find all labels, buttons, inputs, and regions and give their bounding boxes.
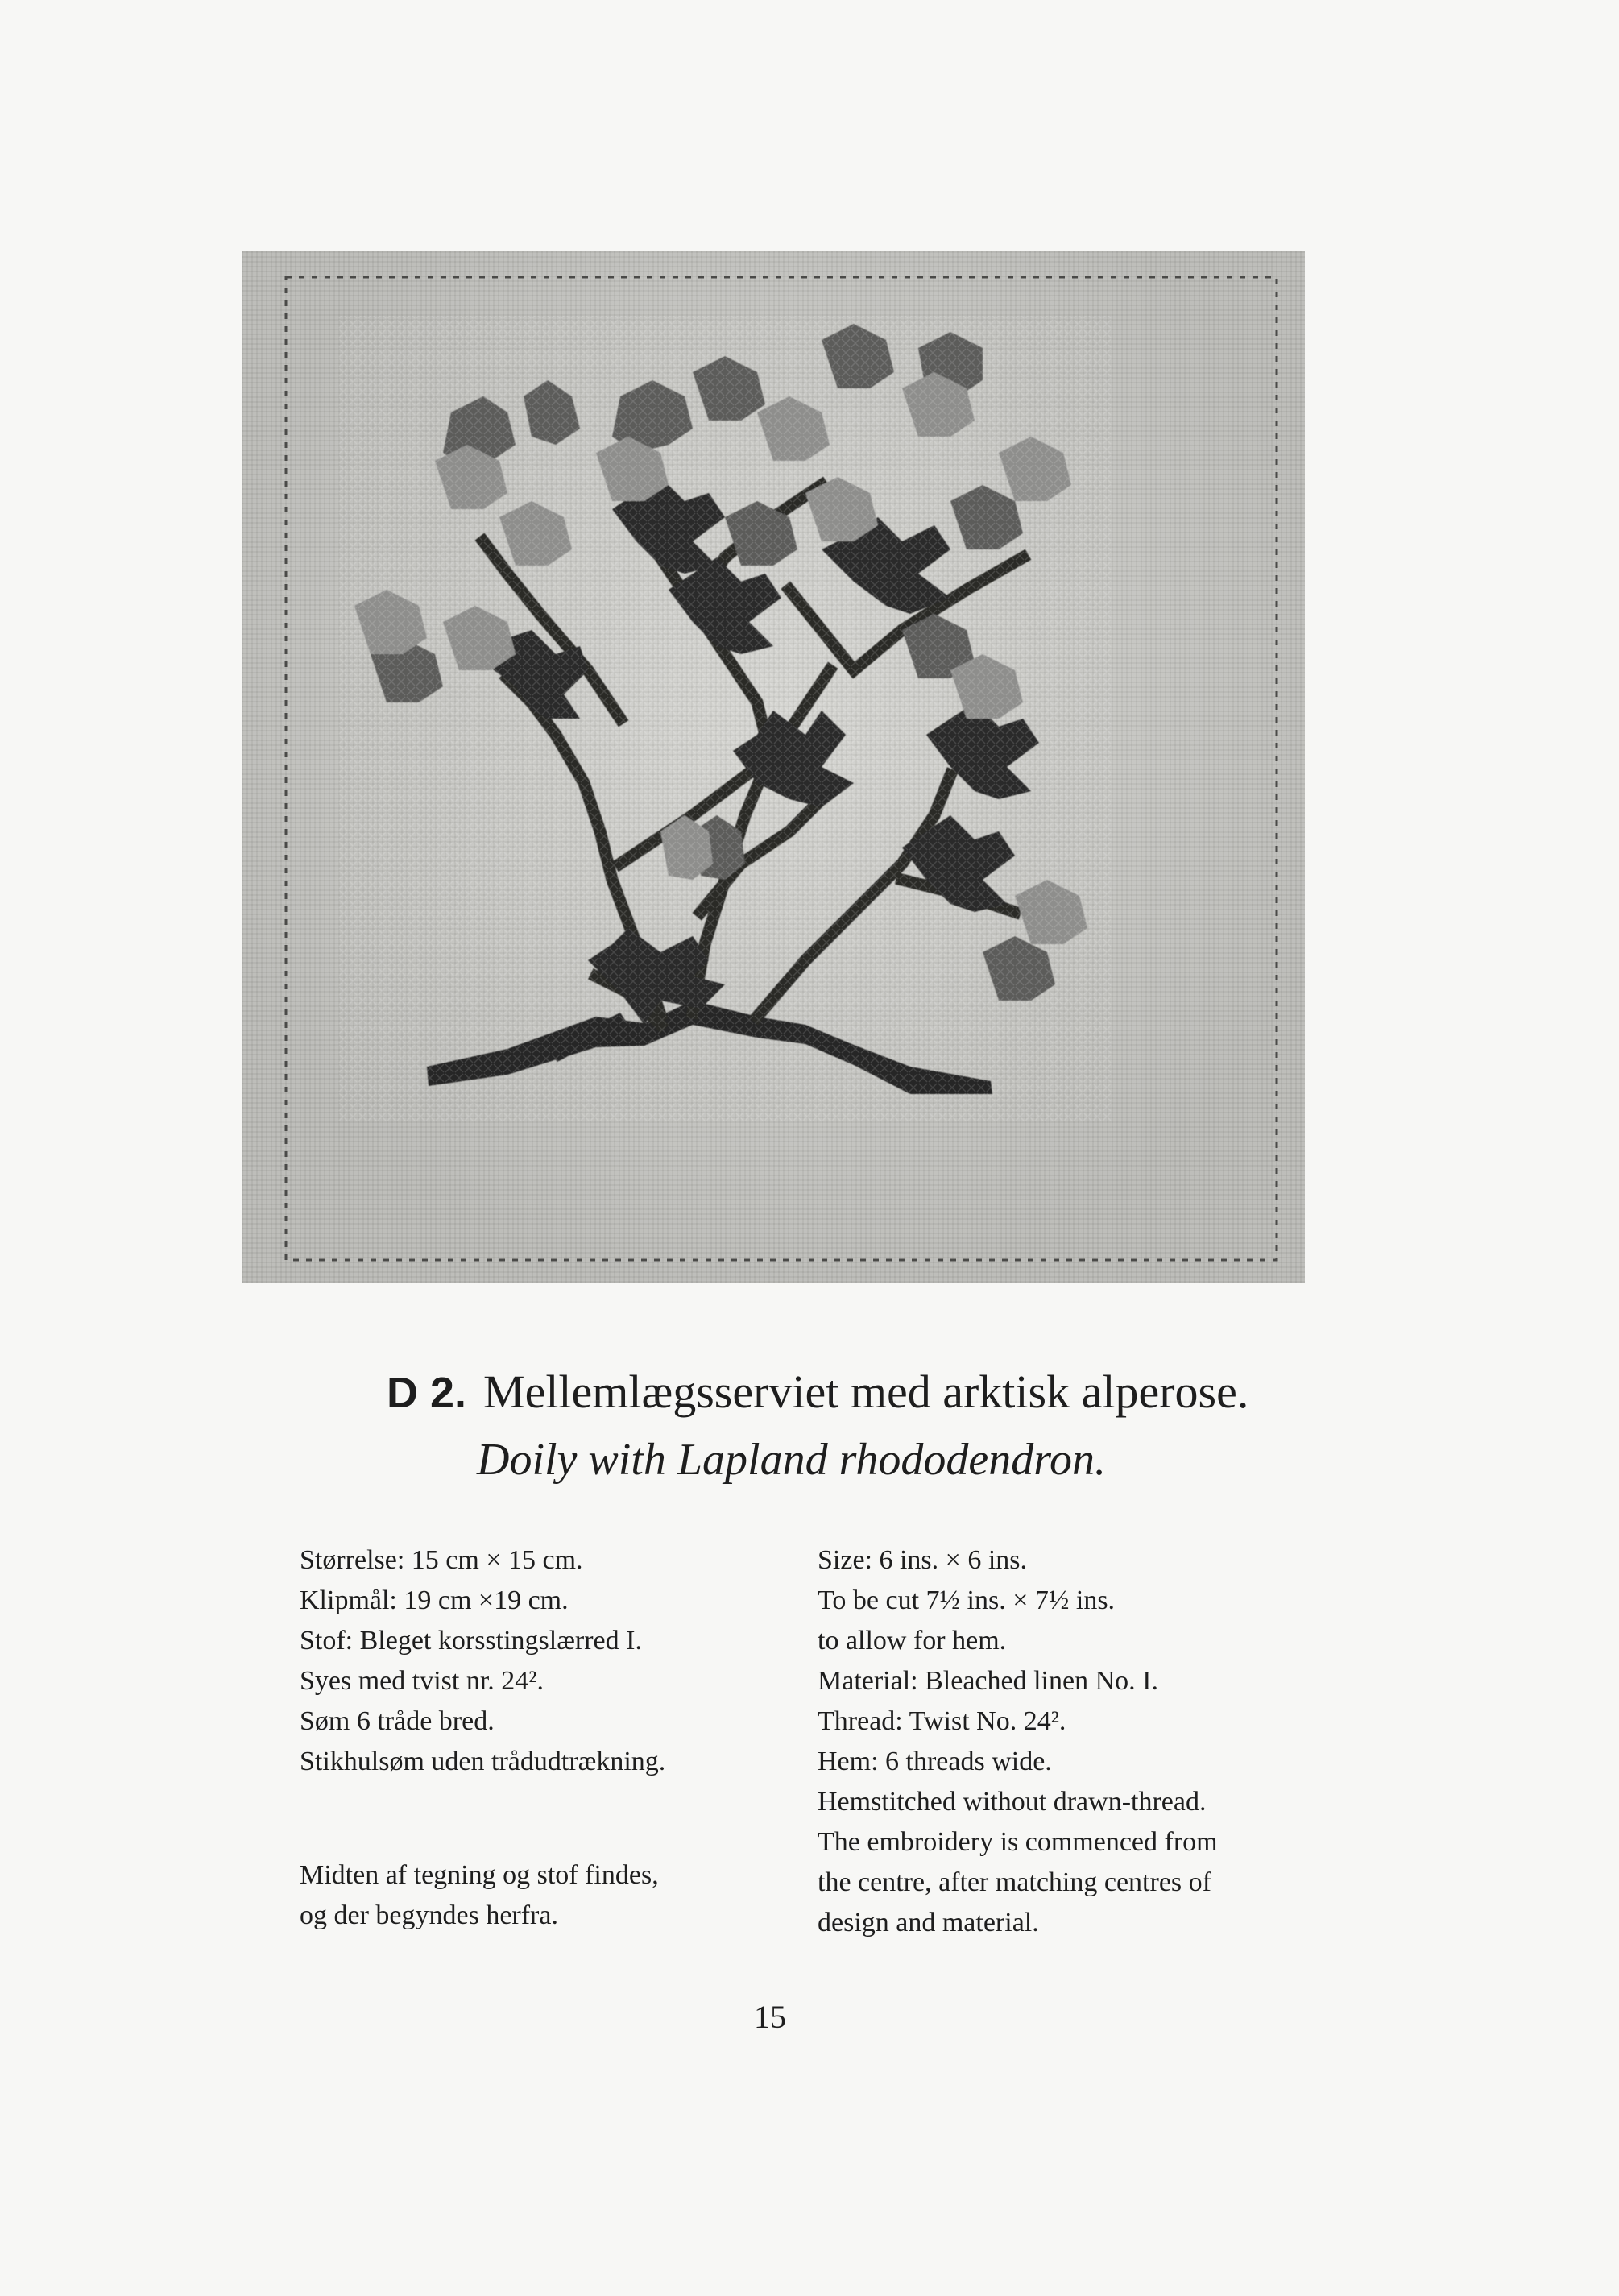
spec-line: To be cut 7½ ins. × 7½ ins. (818, 1585, 1116, 1615)
spec-line: The embroidery is commenced from (818, 1827, 1218, 1857)
spec-line: Stof: Bleget korsstingslærred I. (300, 1626, 642, 1656)
caption-english: Doily with Lapland rhododendron. (477, 1435, 1106, 1485)
spec-line: Klipmål: 19 cm ×19 cm. (300, 1585, 569, 1615)
spec-line: Stikhulsøm uden trådudtrækning. (300, 1747, 666, 1776)
embroidery-illustration (242, 251, 1305, 1283)
note-line: Midten af tegning og stof findes, (300, 1860, 659, 1890)
note-line: og der begyndes herfra. (300, 1900, 558, 1930)
note-danish (300, 1855, 659, 1936)
spec-line: Syes med tvist nr. 24². (300, 1666, 544, 1696)
spec-line: Material: Bleached linen No. I. (818, 1666, 1158, 1696)
spec-line: the centre, after matching centres of (818, 1867, 1211, 1897)
spec-line: Size: 6 ins. × 6 ins. (818, 1545, 1028, 1575)
spec-line: Hemstitched without drawn-thread. (818, 1787, 1207, 1817)
pattern-code: D 2. (387, 1369, 467, 1417)
page-number: 15 (754, 1999, 786, 2035)
spec-line: Søm 6 tråde bred. (300, 1706, 495, 1736)
spec-line: Hem: 6 threads wide. (818, 1747, 1052, 1776)
specs-english (818, 1540, 1218, 1943)
spec-line: to allow for hem. (818, 1626, 1007, 1656)
embroidery-photo (242, 251, 1305, 1283)
specs-danish (300, 1540, 665, 1782)
spec-line: Thread: Twist No. 24². (818, 1706, 1066, 1736)
spec-line: design and material. (818, 1908, 1039, 1938)
caption-danish: Mellemlægsserviet med arktisk alperose. (483, 1366, 1249, 1418)
spec-line: Størrelse: 15 cm × 15 cm. (300, 1545, 583, 1575)
